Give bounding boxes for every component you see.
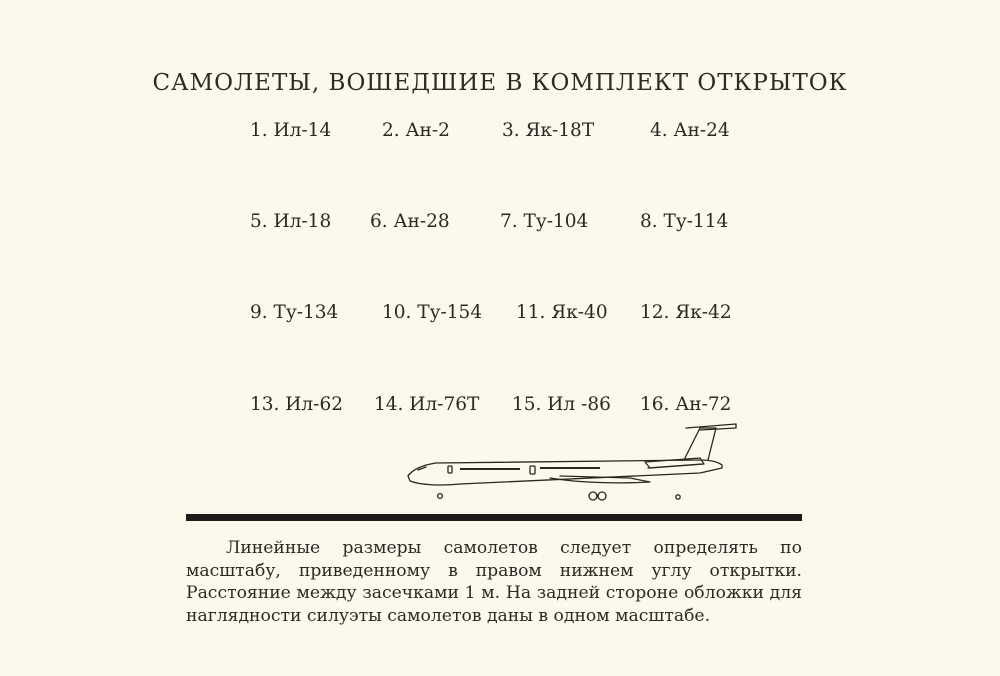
aircraft-item: 15. Ил -86 [512, 394, 611, 415]
aircraft-item: 3. Як-18Т [502, 120, 595, 141]
aircraft-item: 5. Ил-18 [250, 211, 332, 232]
airplane-silhouette-icon [400, 418, 740, 510]
aircraft-item: 8. Ту-114 [640, 211, 729, 232]
page-title: САМОЛЕТЫ, ВОШЕДШИЕ В КОМПЛЕКТ ОТКРЫТОК [152, 70, 848, 96]
divider-rule [186, 514, 802, 521]
aircraft-item: 1. Ил-14 [250, 120, 332, 141]
description-text: Линейные размеры самолетов следует определять по масштабу, приведенному в правом нижнем углу открытки. Расстояние между засечками 1 м. На задней стороне обложки для наглядности силуэты самолетов даны в одном масштабе. [186, 538, 802, 626]
aircraft-item: 13. Ил-62 [250, 394, 343, 415]
aircraft-item: 14. Ил-76Т [374, 394, 480, 415]
aircraft-item: 2. Ан-2 [382, 120, 450, 141]
aircraft-item: 10. Ту-154 [382, 302, 483, 323]
scale-description [186, 537, 802, 627]
aircraft-list [240, 120, 760, 430]
aircraft-item: 4. Ан-24 [650, 120, 730, 141]
aircraft-item: 6. Ан-28 [370, 211, 450, 232]
aircraft-item: 9. Ту-134 [250, 302, 339, 323]
aircraft-item: 11. Як-40 [516, 302, 608, 323]
aircraft-item: 16. Ан-72 [640, 394, 732, 415]
aircraft-item: 7. Ту-104 [500, 211, 589, 232]
aircraft-item: 12. Як-42 [640, 302, 732, 323]
